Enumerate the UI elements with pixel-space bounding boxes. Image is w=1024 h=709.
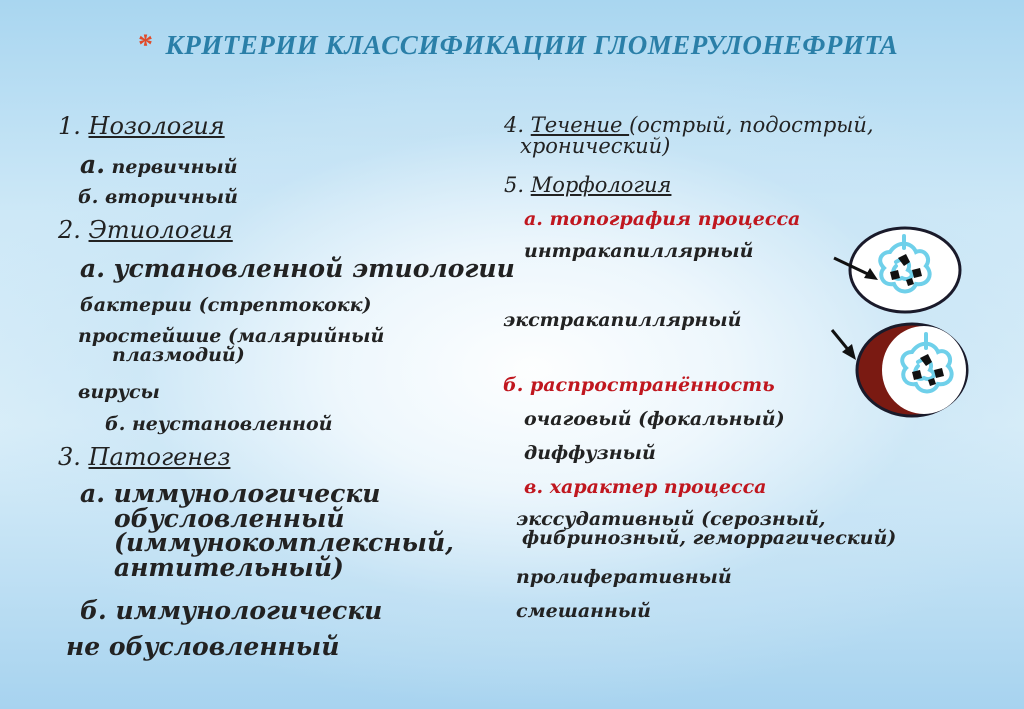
s5-mixed: смешанный (516, 600, 651, 622)
s2-viruses: вирусы (78, 381, 160, 403)
s5-item-c: в. характер процесса (524, 476, 767, 498)
section-4-text-1: (острый, подострый, (629, 113, 874, 137)
arrow-icon (834, 258, 878, 280)
section-4-number: 4. (504, 113, 531, 137)
s3-item-b-line-1: б. иммунологически (80, 596, 383, 625)
s5-item-a: а. топография процесса (524, 208, 801, 230)
arrows (826, 240, 886, 380)
s3-item-a-line-4: антительный) (114, 552, 344, 582)
s3-item-b-line-2: не обусловленный (66, 632, 340, 661)
s2-protozoa-line-2: плазмодий) (112, 343, 245, 366)
section-4-title: Течение (530, 113, 630, 137)
s1-item-b: б. вторичный (78, 186, 238, 208)
section-2-title: Этиология (88, 216, 233, 244)
s5-exudative-line-2: фибринозный, геморрагический) (522, 526, 897, 549)
s5-exudative-line-1: экссудативный (серозный, (516, 508, 826, 530)
s2-protozoa (78, 327, 384, 364)
s5-focal: очаговый (фокальный) (524, 408, 785, 430)
section-4 (504, 115, 874, 156)
arrow-icon (832, 330, 856, 360)
section-2-heading (58, 216, 233, 244)
s3-item-a (80, 479, 454, 582)
section-2-number: 2. (58, 216, 89, 244)
section-5-number: 5. (504, 173, 531, 197)
section-5-heading (504, 173, 671, 197)
s5-exudative (516, 510, 896, 547)
s2-protozoa-line-1: простейшие (малярийный (78, 325, 385, 347)
section-3-heading (58, 443, 230, 471)
s3-item-a-line-3: (иммунокомплексный, (114, 528, 454, 557)
s3-item-a-line-2: обусловленный (114, 503, 345, 533)
s1-item-a-letter: а. (80, 150, 105, 179)
section-1-title: Нозология (88, 112, 225, 140)
s1-item-a (80, 150, 238, 179)
s2-item-a: а. установленной этиологии (80, 254, 515, 283)
s3-item-a-line-1: а. иммунологически (80, 479, 381, 508)
section-1-number: 1. (58, 112, 89, 140)
title-text: КРИТЕРИИ КЛАССИФИКАЦИИ ГЛОМЕРУЛОНЕФРИТА (165, 30, 899, 60)
s5-item-b: б. распространённость (503, 374, 775, 396)
slide-title (138, 28, 1018, 62)
section-3-number: 3. (58, 443, 89, 471)
s5-diffuse: диффузный (524, 442, 656, 464)
s5-extracapillary: экстракапиллярный (503, 309, 742, 331)
s2-bacteria: бактерии (стрептококк) (80, 294, 372, 316)
section-3-title: Патогенез (88, 443, 231, 471)
section-5-title: Морфология (530, 173, 672, 197)
title-star: * (138, 28, 154, 61)
s1-item-a-text: первичный (104, 156, 238, 178)
s5-intracapillary: интракапиллярный (524, 240, 754, 262)
section-1-heading (58, 112, 225, 140)
s2-item-b: б. неустановленной (105, 413, 333, 435)
section-4-text-2: хронический) (520, 133, 671, 158)
s5-proliferative: пролиферативный (516, 566, 732, 588)
